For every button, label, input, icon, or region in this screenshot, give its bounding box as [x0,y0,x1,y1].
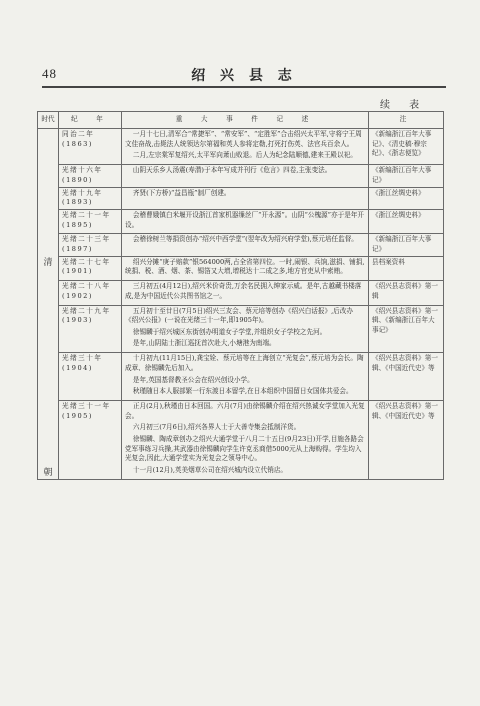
table-row [38,281,444,305]
table-row [38,209,444,233]
event-text: 正月(2月),秋瑾由日本回国。六月(7月)由徐锡麟介绍在绍兴热诚女学堂加入光复会。 [125,402,365,420]
page-number: 48 [42,66,57,81]
event-text: 徐锡麟、陶成章创办之绍兴大通学堂于八月二十五日(9月23日)开学,目施各路会党军事练习兵操,其武器由徐锡麟向学生许克丞商借5000元从上海购得。学生均入光复会,因此,大通学堂实为光复会之领导中心。 [125,435,364,463]
era-cell: 光绪二十三年 (1897) [59,234,122,256]
note-cell: 《绍兴县志资料》第一辑、《中国近代史》等 [369,353,444,401]
col-header-events: 重 大 事 件 记 述 [122,112,369,129]
note-cell: 县档案资料 [369,256,444,280]
era-cell: 光绪十九年 (1893) [59,187,122,209]
events-cell [122,187,369,209]
events-cell [122,256,369,280]
col-header-year: 纪 年 [59,112,122,129]
table-row [38,353,444,401]
note-cell: 《绍兴县志资料》第一辑、《中国近代史》等 [369,401,444,480]
dynasty-char-2: 朝 [43,467,53,478]
note-cell: 《新编浙江百年大事记》 [369,234,444,256]
table-row [38,234,444,256]
event-text: 五月初十至廿日(7月5日)绍兴三友会、蔡元培等创办《绍兴白话报》,后改办《绍兴公报》(一说在光绪三十一年,即1905年)。 [125,306,353,325]
dynasty-cell [38,129,59,480]
note-cell: 《新编浙江百年大事记》、《清史稿·穆宗纪》、《浙志便览》 [369,129,444,165]
continued-label: 续 表 [380,100,428,111]
event-text: 十一月(12月),英美烟草公司在绍兴城内设立代销店。 [132,465,288,474]
era-cell: 光绪三十年 (1904) [59,353,122,401]
dynasty-char-1: 清 [43,258,53,268]
event-text: 是年,山阴陆士浙江巡抚首次赴大,小塘港为南端。 [132,339,276,348]
events-cell [122,401,369,480]
note-cell: 《新编浙江百年大事记》 [369,165,444,187]
header-rule [42,86,446,88]
era-cell: 光绪二十七年 (1901) [59,256,122,280]
table-row [38,305,444,353]
event-text: 会稽曹娥镇白米堰开设浙江首家机器缫丝厂“开永源”。山阴“公槐源”亦于是年开设。 [125,210,364,229]
event-text: 会稽徐树兰等捐资创办“绍兴中西学堂”(翌年改为绍兴府学堂),蔡元培任监督。 [132,235,358,244]
era-cell: 光绪三十一年 (1905) [59,401,122,480]
table-row [38,401,444,480]
event-text: 山阴天乐乡人汤震(寿潜)于本年写成并刊行《危言》四卷,主张变法。 [132,166,332,175]
note-cell: 《绍兴县志资料》第一辑 [369,281,444,305]
era-cell: 光绪二十一年 (1895) [59,209,122,233]
era-cell: 光绪十六年 (1890) [59,165,122,187]
event-text: 齐贤(下方桥)“益昌瓶”制厂创建。 [132,188,231,197]
event-text: 是年,英国基督教圣公会在绍兴创设小学。 [132,375,254,384]
events-cell [122,129,369,165]
page-header [42,66,446,82]
era-cell: 同治二年(1863) [59,129,122,165]
events-cell [122,281,369,305]
event-text: 秋瑾随日本人服部繁一行东渡日本留学,在日本组织中国留日女国体共爱会。 [132,387,353,396]
event-text: 三月初五(4月12日),绍兴米价奇贵,万余名民拥入绅家示威。是年,古越藏书楼落成,是为中国近代公共图书馆之一。 [125,282,362,300]
table-row [38,129,444,165]
note-cell: 《绍兴县志资料》第一辑、《新编浙江百年大事记》 [369,305,444,353]
era-cell: 光绪二十八年 (1902) [59,281,122,305]
event-text: 六月初三(7月6日),绍兴各界人士于大善寺集会抵制洋货。 [132,423,301,432]
col-header-era-dynasty: 时代 [38,112,59,129]
table-row [38,165,444,187]
event-text: 徐锡麟于绍兴城区东街创办明道女子学堂,并组织女子学校之先河。 [132,327,327,336]
event-text: 二月,左宗棠军复绍兴,太平军向萧山败退。后人为纪念陆顺德,建来王殿以祀。 [132,151,357,160]
event-text: 一月十七日,清军合“常捷军”、“常安军”、“定胜军”合击绍兴太平军,守将宁王周文佳奋战,击毙法人统领达尔第福和英人参将定勒,打死打伤英、法官兵百余人。 [125,130,362,148]
chronicle-table [37,111,444,480]
col-header-notes: 注 [369,112,444,129]
table-row [38,256,444,280]
events-cell [122,209,369,233]
events-cell [122,353,369,401]
table-row [38,187,444,209]
events-cell [122,305,369,353]
era-cell: 光绪二十九年 (1903) [59,305,122,353]
book-title: 绍 兴 县 志 [191,68,297,84]
events-cell [122,165,369,187]
table-header-row [38,112,444,129]
events-cell [122,234,369,256]
event-text: 十月初九(11月15日),龚宝铨、蔡元培等在上海创立“光复会”,蔡元培为会长。陶成章、徐锡麟先后加入。 [125,354,364,372]
note-cell: 《浙江丝绸史料》 [369,187,444,209]
event-text: 绍兴分摊“庚子赔款”银564000两,占全省第四位。一时,闹银、兵饷,滋捐、铺捐,统捐、税、酒、烟、茶、锡箔又大增,增税达十二成之多,地方官吏从中索贿。 [125,257,365,276]
note-cell: 《浙江丝绸史料》 [369,209,444,233]
